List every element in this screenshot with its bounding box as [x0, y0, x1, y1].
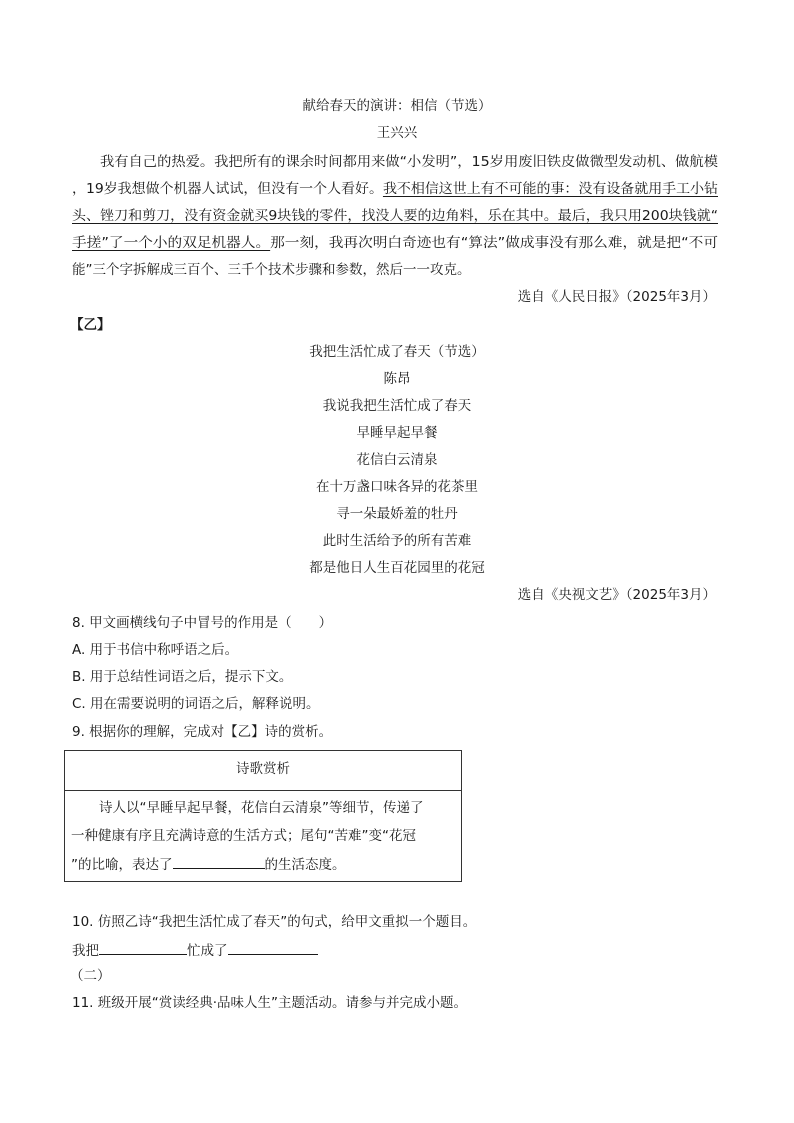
- poem-appreciation-box: [64, 750, 462, 882]
- appreciation-line-3: [71, 854, 346, 875]
- jia-passage-line: [72, 152, 718, 172]
- question-10-stem: 10. 仿照乙诗“我把生活忙成了春天”的句式，给甲文重拟一个题目。: [72, 914, 477, 930]
- poem-line: 我说我把生活忙成了春天: [322, 398, 472, 414]
- yi-author: 陈昂: [383, 371, 411, 387]
- jia-passage-line: [72, 233, 718, 253]
- jia-passage-line: [72, 206, 718, 226]
- jia-passage-line: [72, 260, 718, 280]
- appreciation-box-header: 诗歌赏析: [65, 751, 461, 791]
- appreciation-line-3-before: ”的比喻，表达了: [71, 857, 173, 873]
- question-8-option-a: A. 用于书信中称呼语之后。: [72, 642, 239, 658]
- poem-line: 花信白云清泉: [356, 452, 438, 468]
- answer-middle: 忙成了: [187, 943, 228, 959]
- underlined-sentence: 我不相信这世上有不可能的事：没有设备就用手工小钻: [382, 181, 718, 197]
- question-9-stem: 9. 根据你的理解，完成对【乙】诗的赏析。: [72, 724, 333, 740]
- question-10-answer-line: [72, 940, 318, 961]
- answer-blank-1[interactable]: [99, 940, 187, 955]
- passage-text: ，19岁我想做个机器人试试，但没有一个人看好。: [72, 181, 383, 197]
- question-11-stem: 11. 班级开展“赏读经典·品味人生”主题活动。请参与并完成小题。: [72, 995, 468, 1011]
- passage-text: 那一刻，我再次明白奇迹也有“算法”做成事没有那么难，就是把“不可: [270, 235, 718, 251]
- jia-source: 选自《人民日报》（2025年3月）: [517, 289, 716, 305]
- question-8-option-c: C. 用在需要说明的词语之后，解释说明。: [72, 696, 320, 712]
- yi-label: 【乙】: [70, 317, 111, 333]
- underlined-sentence: 头、锉刀和剪刀，没有资金就买9块钱的零件，找没人要的边角料，乐在其中。最后，我只用200块钱就“: [72, 208, 718, 224]
- yi-title: 我把生活忙成了春天（节选）: [309, 344, 485, 360]
- answer-prefix: 我把: [72, 943, 99, 959]
- yi-source: 选自《央视文艺》（2025年3月）: [517, 587, 716, 603]
- appreciation-line-1: 诗人以“早睡早起早餐，花信白云清泉”等细节，传递了: [99, 800, 424, 816]
- poem-line: 早睡早起早餐: [356, 425, 438, 441]
- underlined-sentence: 手搓”了一个小的双足机器人。: [72, 235, 271, 251]
- poem-line: 寻一朵最娇羞的牡丹: [336, 506, 458, 522]
- poem-line: 在十万盏口味各异的花茶里: [316, 479, 478, 495]
- jia-title: 献给春天的演讲：相信（节选）: [302, 98, 492, 114]
- appreciation-line-3-after: 的生活态度。: [264, 857, 346, 873]
- answer-blank-2[interactable]: [228, 940, 318, 955]
- poem-line: 都是他日人生百花园里的花冠: [309, 560, 485, 576]
- answer-blank-attitude[interactable]: [173, 854, 265, 869]
- poem-line: 此时生活给予的所有苦难: [322, 533, 472, 549]
- section-2-label: （二）: [70, 968, 111, 984]
- jia-author: 王兴兴: [376, 125, 418, 141]
- question-8-stem: 8. 甲文画横线句子中冒号的作用是（ ）: [72, 615, 333, 631]
- passage-text: 能”三个字拆解成三百个、三千个技术步骤和参数，然后一一攻克。: [72, 262, 471, 278]
- question-8-option-b: B. 用于总结性词语之后，提示下文。: [72, 669, 293, 685]
- passage-text: 我有自己的热爱。我把所有的课余时间都用来做“小发明”，15岁用废旧铁皮做微型发动机、做航模: [100, 154, 718, 170]
- jia-passage-line: [72, 179, 718, 199]
- appreciation-line-2: 一种健康有序且充满诗意的生活方式；尾句“苦难”变“花冠: [71, 828, 416, 844]
